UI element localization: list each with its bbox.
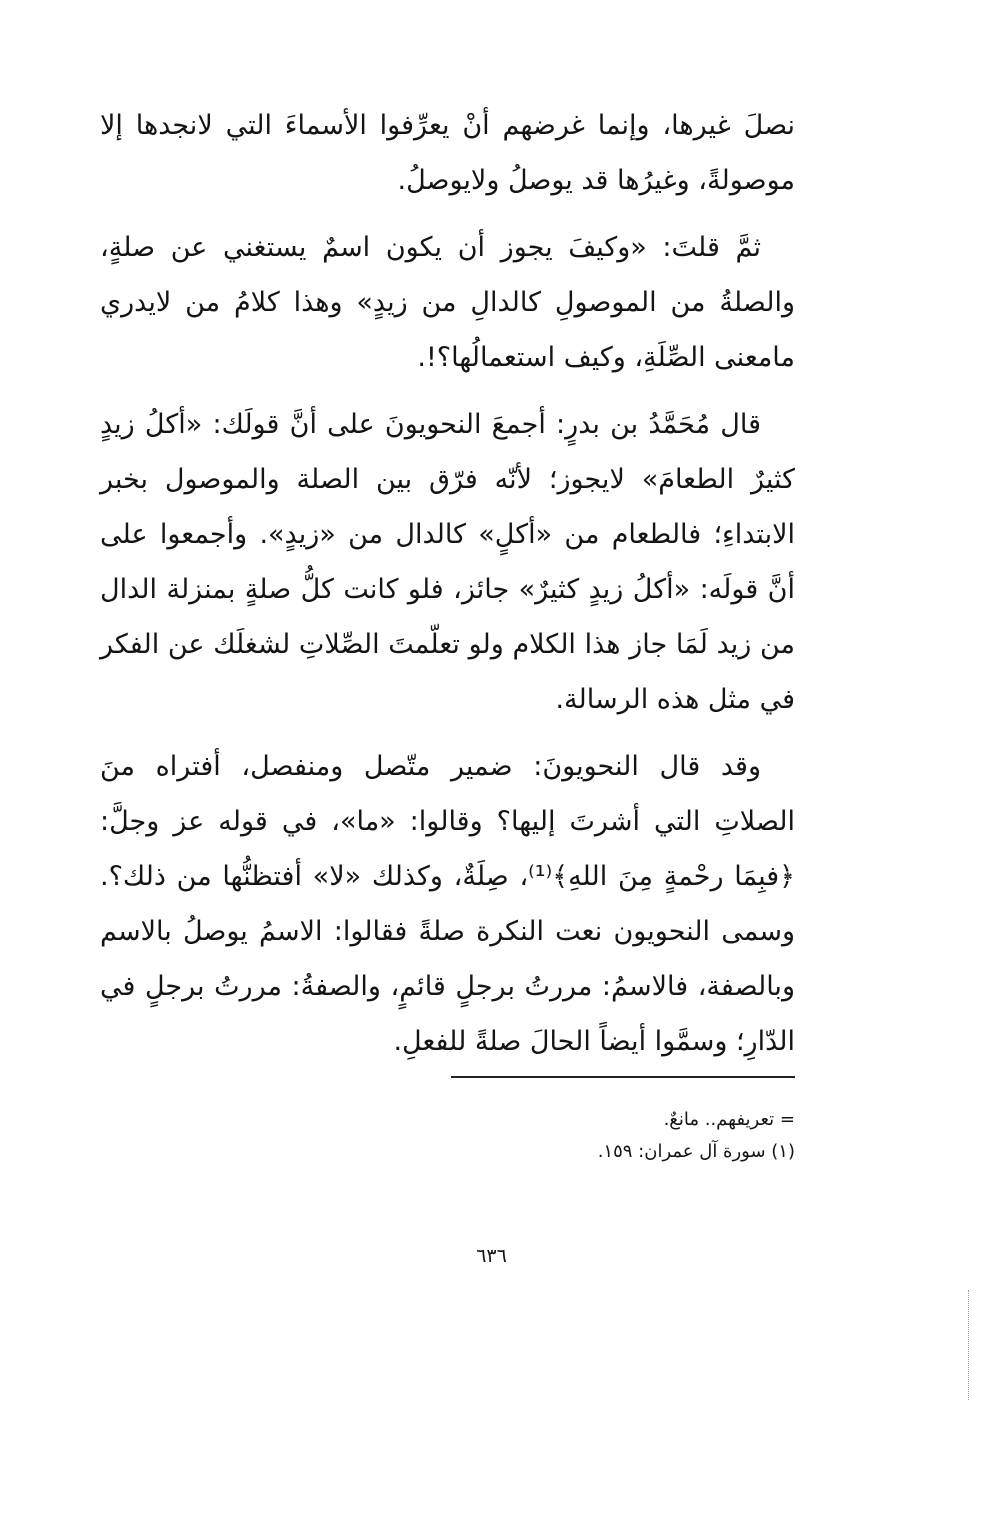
paragraph-1: نصلَ غيرها، وإنما غرضهم أنْ يعرِّفوا الأسماءَ التي لانجدها إلا موصولةً، وغيرُها قد يوصلُ ولايوصلُ. [100, 110, 795, 196]
footnote-divider [451, 1076, 795, 1078]
footnotes [420, 1104, 795, 1168]
scan-edge-mark [968, 1290, 969, 1400]
main-text [100, 98, 795, 1081]
page-number: ٦٣٦ [476, 1245, 507, 1267]
footnote-1: (١) سورة آل عمران: ١٥٩. [597, 1141, 795, 1162]
paragraph-4: وقد قال النحويونَ: ضمير متّصل ومنفصل، أفتراه منَ الصلاتِ التي أشرتَ إليها؟ وقالوا: «ما»، في قوله عز وجلَّ: ﴿فبِمَا رحْمةٍ مِنَ اللهِ﴾⁽¹⁾، صِلَةٌ، وكذلك «لا» أفتظنُّها من ذلك؟. وسمى النحويون نعت النكرة صلةً فقالوا: الاسمُ يوصلُ بالاسم وبالصفة، فالاسمُ: مررتُ برجلٍ قائمٍ، والصفةُ: مررتُ برجلٍ في الدّارِ؛ وسمَّوا أيضاً الحالَ صلةً للفعلِ. [100, 751, 795, 1057]
paragraph-2: ثمَّ قلتَ: «وكيفَ يجوز أن يكون اسمٌ يستغني عن صلةٍ، والصلةُ من الموصولِ كالدالِ من زيدٍ» وهذا كلامُ من لايدري مامعنى الصِّلَةِ، وكيف استعمالُها؟!. [100, 232, 795, 373]
footnote-continuation: = تعريفهم.. مانعٌ. [663, 1109, 795, 1130]
paragraph-3: قال مُحَمَّدُ بن بدرٍ: أجمعَ النحويونَ على أنَّ قولَك: «أكلُ زيدٍ كثيرٌ الطعامَ» لايجوز؛ لأنّه فرّق بين الصلة والموصول بخبر الابتداءِ؛ فالطعام من «أكلٍ» كالدال من «زيدٍ». وأجمعوا على أنَّ قولَه: «أكلُ زيدٍ كثيرٌ» جائز، فلو كانت كلُّ صلةٍ بمنزلة الدال من زيد لَمَا جاز هذا الكلام ولو تعلّمتَ الصِّلاتِ لشغلَك عن الفكر في مثل هذه الرسالة. [100, 409, 795, 715]
